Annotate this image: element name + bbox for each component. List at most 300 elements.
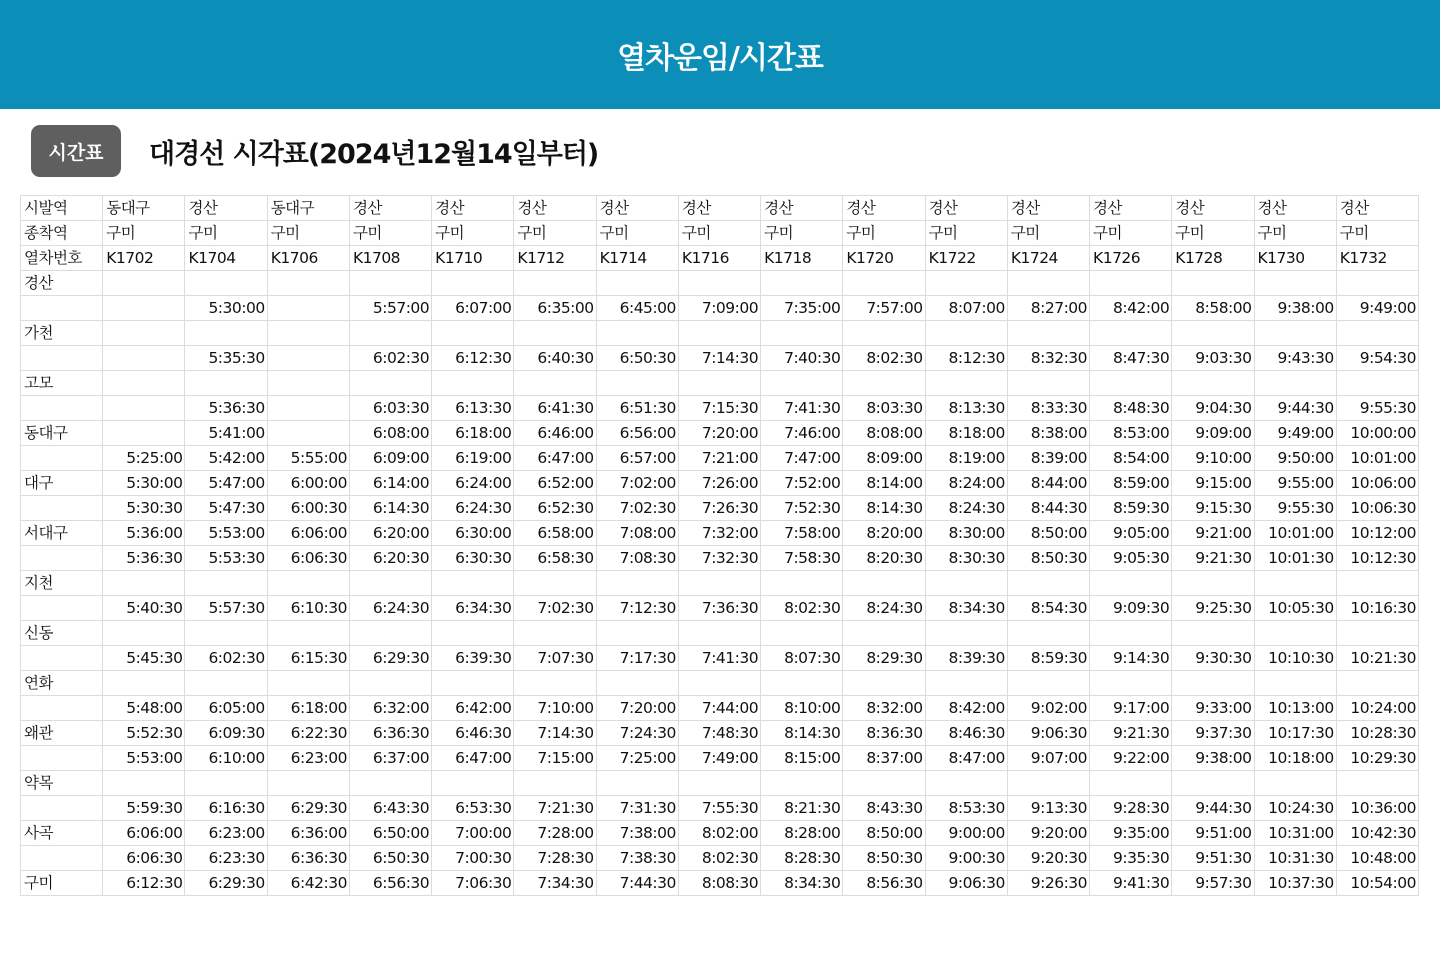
time-cell xyxy=(843,371,925,396)
time-cell xyxy=(432,371,514,396)
time-cell: 7:31:30 xyxy=(596,796,678,821)
table-row xyxy=(21,746,1419,771)
time-cell xyxy=(1172,621,1254,646)
table-row xyxy=(21,596,1419,621)
time-cell xyxy=(103,671,185,696)
time-cell: 9:21:30 xyxy=(1090,721,1172,746)
time-cell xyxy=(103,771,185,796)
time-cell: 7:26:00 xyxy=(678,471,760,496)
time-cell xyxy=(514,321,596,346)
time-cell: 5:59:30 xyxy=(103,796,185,821)
station-name: 서대구 xyxy=(21,521,103,546)
station-name xyxy=(21,596,103,621)
time-cell: 10:12:30 xyxy=(1336,546,1418,571)
time-cell: 9:55:30 xyxy=(1254,496,1336,521)
time-cell xyxy=(1007,771,1089,796)
time-cell: 5:53:00 xyxy=(185,521,267,546)
time-cell xyxy=(678,771,760,796)
header-cell: K1718 xyxy=(761,246,843,271)
time-cell: 7:36:30 xyxy=(678,596,760,621)
time-cell: 5:57:00 xyxy=(349,296,431,321)
time-cell xyxy=(678,271,760,296)
header-cell: 구미 xyxy=(432,221,514,246)
time-cell xyxy=(432,271,514,296)
time-cell xyxy=(185,671,267,696)
time-cell: 8:53:30 xyxy=(925,796,1007,821)
time-cell xyxy=(761,621,843,646)
header-cell: 경산 xyxy=(1336,196,1418,221)
time-cell: 8:02:30 xyxy=(843,346,925,371)
time-cell: 9:50:00 xyxy=(1254,446,1336,471)
station-name xyxy=(21,796,103,821)
time-cell: 9:55:30 xyxy=(1336,396,1418,421)
time-cell: 6:06:00 xyxy=(267,521,349,546)
title-row xyxy=(0,109,1440,193)
time-cell: 10:36:00 xyxy=(1336,796,1418,821)
time-cell: 6:52:00 xyxy=(514,471,596,496)
time-cell: 8:24:30 xyxy=(925,496,1007,521)
time-cell: 9:30:30 xyxy=(1172,646,1254,671)
time-cell: 9:51:30 xyxy=(1172,846,1254,871)
time-cell: 8:32:00 xyxy=(843,696,925,721)
time-cell: 6:43:30 xyxy=(349,796,431,821)
time-cell: 5:30:30 xyxy=(103,496,185,521)
time-cell: 5:30:00 xyxy=(103,471,185,496)
station-name xyxy=(21,746,103,771)
table-row xyxy=(21,296,1419,321)
time-cell: 8:53:00 xyxy=(1090,421,1172,446)
time-cell: 9:37:30 xyxy=(1172,721,1254,746)
time-cell: 7:00:00 xyxy=(432,821,514,846)
header-cell: 구미 xyxy=(843,221,925,246)
header-cell: 구미 xyxy=(1254,221,1336,246)
station-name: 구미 xyxy=(21,871,103,896)
time-cell xyxy=(267,571,349,596)
time-cell: 6:14:00 xyxy=(349,471,431,496)
time-cell: 8:32:30 xyxy=(1007,346,1089,371)
time-cell xyxy=(678,621,760,646)
time-cell: 6:58:30 xyxy=(514,546,596,571)
time-cell: 9:49:00 xyxy=(1254,421,1336,446)
time-cell: 5:40:30 xyxy=(103,596,185,621)
header-cell: 경산 xyxy=(678,196,760,221)
time-cell: 9:44:30 xyxy=(1254,396,1336,421)
time-cell: 8:02:30 xyxy=(678,846,760,871)
time-cell: 9:20:00 xyxy=(1007,821,1089,846)
time-cell: 9:49:00 xyxy=(1336,296,1418,321)
time-cell: 9:38:00 xyxy=(1254,296,1336,321)
time-cell: 10:31:30 xyxy=(1254,846,1336,871)
header-cell: 경산 xyxy=(761,196,843,221)
time-cell xyxy=(1007,671,1089,696)
time-cell: 10:16:30 xyxy=(1336,596,1418,621)
time-cell: 10:37:30 xyxy=(1254,871,1336,896)
time-cell: 8:59:30 xyxy=(1090,496,1172,521)
time-cell: 6:20:30 xyxy=(349,546,431,571)
time-cell xyxy=(596,371,678,396)
time-cell: 6:52:30 xyxy=(514,496,596,521)
time-cell: 6:35:00 xyxy=(514,296,596,321)
time-cell: 7:02:30 xyxy=(596,496,678,521)
time-cell: 5:35:30 xyxy=(185,346,267,371)
time-cell: 9:55:00 xyxy=(1254,471,1336,496)
table-row xyxy=(21,546,1419,571)
time-cell xyxy=(1007,271,1089,296)
row-label: 종착역 xyxy=(21,221,103,246)
time-cell: 9:05:30 xyxy=(1090,546,1172,571)
time-cell: 9:02:00 xyxy=(1007,696,1089,721)
time-cell xyxy=(1172,271,1254,296)
header-cell: 경산 xyxy=(843,196,925,221)
time-cell xyxy=(514,771,596,796)
time-cell: 6:12:30 xyxy=(103,871,185,896)
time-cell: 9:09:00 xyxy=(1172,421,1254,446)
time-cell xyxy=(185,371,267,396)
time-cell: 8:10:00 xyxy=(761,696,843,721)
time-cell: 8:24:00 xyxy=(925,471,1007,496)
time-cell: 10:18:00 xyxy=(1254,746,1336,771)
time-cell: 8:27:00 xyxy=(1007,296,1089,321)
time-cell: 5:55:00 xyxy=(267,446,349,471)
station-name xyxy=(21,496,103,521)
time-cell: 7:08:30 xyxy=(596,546,678,571)
time-cell xyxy=(185,271,267,296)
time-cell: 6:13:30 xyxy=(432,396,514,421)
time-cell: 6:39:30 xyxy=(432,646,514,671)
time-cell: 8:36:30 xyxy=(843,721,925,746)
header-cell: 동대구 xyxy=(103,196,185,221)
time-cell xyxy=(678,571,760,596)
time-cell: 7:21:00 xyxy=(678,446,760,471)
header-title: 열차운임/시간표 xyxy=(617,40,823,76)
time-cell: 9:06:30 xyxy=(925,871,1007,896)
time-cell xyxy=(1090,271,1172,296)
time-cell: 7:24:30 xyxy=(596,721,678,746)
time-cell: 9:10:00 xyxy=(1172,446,1254,471)
table-row xyxy=(21,821,1419,846)
time-cell xyxy=(432,771,514,796)
station-name: 신동 xyxy=(21,621,103,646)
time-cell: 8:08:30 xyxy=(678,871,760,896)
time-cell: 8:50:00 xyxy=(1007,521,1089,546)
time-cell xyxy=(1254,321,1336,346)
time-cell xyxy=(267,621,349,646)
time-cell xyxy=(1172,671,1254,696)
time-cell xyxy=(1172,371,1254,396)
header-cell: 구미 xyxy=(925,221,1007,246)
time-cell: 6:16:30 xyxy=(185,796,267,821)
time-cell: 6:15:30 xyxy=(267,646,349,671)
time-cell: 10:01:30 xyxy=(1254,546,1336,571)
header-cell: 구미 xyxy=(1336,221,1418,246)
header-cell: 경산 xyxy=(1172,196,1254,221)
time-cell: 8:38:00 xyxy=(1007,421,1089,446)
table-row xyxy=(21,846,1419,871)
header-cell: 경산 xyxy=(1254,196,1336,221)
time-cell: 8:09:00 xyxy=(843,446,925,471)
time-cell: 5:36:00 xyxy=(103,521,185,546)
time-cell: 5:36:30 xyxy=(103,546,185,571)
time-cell xyxy=(185,621,267,646)
time-cell: 7:52:00 xyxy=(761,471,843,496)
header-cell: K1716 xyxy=(678,246,760,271)
time-cell: 6:51:30 xyxy=(596,396,678,421)
time-cell xyxy=(843,321,925,346)
time-cell xyxy=(103,621,185,646)
time-cell: 6:20:00 xyxy=(349,521,431,546)
time-cell: 6:47:00 xyxy=(432,746,514,771)
time-cell: 6:29:30 xyxy=(185,871,267,896)
time-cell xyxy=(678,671,760,696)
time-cell: 8:20:00 xyxy=(843,521,925,546)
time-cell: 7:20:00 xyxy=(678,421,760,446)
time-cell: 6:36:30 xyxy=(349,721,431,746)
time-cell xyxy=(1007,321,1089,346)
time-cell: 8:59:00 xyxy=(1090,471,1172,496)
time-cell: 6:47:00 xyxy=(514,446,596,471)
time-cell: 6:03:30 xyxy=(349,396,431,421)
table-row xyxy=(21,396,1419,421)
time-cell xyxy=(1336,671,1418,696)
time-cell: 9:33:00 xyxy=(1172,696,1254,721)
station-name xyxy=(21,346,103,371)
header-cell: 동대구 xyxy=(267,196,349,221)
time-cell: 6:23:30 xyxy=(185,846,267,871)
time-cell xyxy=(349,371,431,396)
time-cell: 6:08:00 xyxy=(349,421,431,446)
header-cell: 구미 xyxy=(761,221,843,246)
table-row xyxy=(21,571,1419,596)
time-cell xyxy=(1336,621,1418,646)
time-cell: 5:47:30 xyxy=(185,496,267,521)
time-cell: 10:12:00 xyxy=(1336,521,1418,546)
time-cell: 6:42:00 xyxy=(432,696,514,721)
time-cell: 5:53:00 xyxy=(103,746,185,771)
time-cell: 9:57:30 xyxy=(1172,871,1254,896)
header-cell: K1722 xyxy=(925,246,1007,271)
time-cell xyxy=(267,296,349,321)
time-cell: 10:10:30 xyxy=(1254,646,1336,671)
time-cell: 7:26:30 xyxy=(678,496,760,521)
time-cell: 8:02:00 xyxy=(678,821,760,846)
station-name xyxy=(21,396,103,421)
time-cell xyxy=(925,371,1007,396)
time-cell: 9:28:30 xyxy=(1090,796,1172,821)
station-name: 경산 xyxy=(21,271,103,296)
time-cell: 8:24:30 xyxy=(843,596,925,621)
time-cell: 8:50:00 xyxy=(843,821,925,846)
time-cell xyxy=(761,771,843,796)
time-cell: 8:12:30 xyxy=(925,346,1007,371)
time-cell: 9:51:00 xyxy=(1172,821,1254,846)
time-cell: 7:28:00 xyxy=(514,821,596,846)
time-cell: 6:30:30 xyxy=(432,546,514,571)
time-cell xyxy=(1254,771,1336,796)
time-cell: 6:07:00 xyxy=(432,296,514,321)
time-cell: 7:12:30 xyxy=(596,596,678,621)
time-cell: 6:14:30 xyxy=(349,496,431,521)
time-cell xyxy=(761,571,843,596)
time-cell: 7:00:30 xyxy=(432,846,514,871)
time-cell xyxy=(843,771,925,796)
time-cell xyxy=(925,321,1007,346)
time-cell: 9:54:30 xyxy=(1336,346,1418,371)
header-cell: 구미 xyxy=(678,221,760,246)
time-cell xyxy=(103,571,185,596)
time-cell xyxy=(843,271,925,296)
time-cell: 9:35:30 xyxy=(1090,846,1172,871)
header-cell: K1706 xyxy=(267,246,349,271)
header-cell: K1710 xyxy=(432,246,514,271)
header-cell: 구미 xyxy=(185,221,267,246)
time-cell: 7:52:30 xyxy=(761,496,843,521)
table-row xyxy=(21,521,1419,546)
time-cell xyxy=(596,271,678,296)
time-cell xyxy=(1254,371,1336,396)
time-cell: 8:15:00 xyxy=(761,746,843,771)
table-row xyxy=(21,471,1419,496)
time-cell xyxy=(1007,371,1089,396)
time-cell: 6:00:00 xyxy=(267,471,349,496)
time-cell: 8:54:00 xyxy=(1090,446,1172,471)
time-cell: 5:48:00 xyxy=(103,696,185,721)
time-cell xyxy=(761,671,843,696)
time-cell xyxy=(103,321,185,346)
time-cell: 6:50:30 xyxy=(349,846,431,871)
time-cell: 10:01:00 xyxy=(1254,521,1336,546)
time-cell: 6:06:00 xyxy=(103,821,185,846)
time-cell: 6:02:30 xyxy=(185,646,267,671)
station-name: 동대구 xyxy=(21,421,103,446)
time-cell: 6:24:30 xyxy=(432,496,514,521)
time-cell: 10:31:00 xyxy=(1254,821,1336,846)
time-cell: 10:54:00 xyxy=(1336,871,1418,896)
time-cell: 8:58:00 xyxy=(1172,296,1254,321)
time-cell: 6:24:30 xyxy=(349,596,431,621)
header-cell: K1704 xyxy=(185,246,267,271)
time-cell: 8:44:00 xyxy=(1007,471,1089,496)
time-cell: 9:15:30 xyxy=(1172,496,1254,521)
time-cell xyxy=(103,271,185,296)
header-cell: 구미 xyxy=(267,221,349,246)
time-cell: 6:09:00 xyxy=(349,446,431,471)
time-cell xyxy=(596,621,678,646)
time-cell xyxy=(1336,571,1418,596)
time-cell: 8:44:30 xyxy=(1007,496,1089,521)
time-cell xyxy=(267,271,349,296)
time-cell: 10:06:00 xyxy=(1336,471,1418,496)
time-cell: 8:43:30 xyxy=(843,796,925,821)
time-cell xyxy=(349,321,431,346)
header-cell: 경산 xyxy=(925,196,1007,221)
table-row xyxy=(21,646,1419,671)
time-cell xyxy=(185,571,267,596)
header-cell: 경산 xyxy=(349,196,431,221)
header-cell: 경산 xyxy=(1007,196,1089,221)
header-cell: 구미 xyxy=(1007,221,1089,246)
time-cell: 5:41:00 xyxy=(185,421,267,446)
time-cell: 10:21:30 xyxy=(1336,646,1418,671)
time-cell: 8:18:00 xyxy=(925,421,1007,446)
time-cell xyxy=(514,271,596,296)
time-cell xyxy=(1254,271,1336,296)
time-cell: 9:09:30 xyxy=(1090,596,1172,621)
time-cell: 7:55:30 xyxy=(678,796,760,821)
time-cell: 8:50:30 xyxy=(1007,546,1089,571)
header-cell: K1728 xyxy=(1172,246,1254,271)
time-cell xyxy=(596,321,678,346)
time-cell: 8:42:00 xyxy=(1090,296,1172,321)
time-cell: 6:06:30 xyxy=(103,846,185,871)
time-cell: 7:32:00 xyxy=(678,521,760,546)
time-cell: 5:42:00 xyxy=(185,446,267,471)
time-cell xyxy=(432,621,514,646)
table-row xyxy=(21,271,1419,296)
time-cell: 6:40:30 xyxy=(514,346,596,371)
time-cell: 6:57:00 xyxy=(596,446,678,471)
time-cell: 6:56:30 xyxy=(349,871,431,896)
table-row xyxy=(21,796,1419,821)
time-cell: 7:44:00 xyxy=(678,696,760,721)
time-cell: 6:10:00 xyxy=(185,746,267,771)
time-cell xyxy=(1336,321,1418,346)
table-row xyxy=(21,696,1419,721)
time-cell: 6:29:30 xyxy=(267,796,349,821)
time-cell xyxy=(1090,621,1172,646)
time-cell: 6:24:00 xyxy=(432,471,514,496)
time-cell xyxy=(267,771,349,796)
time-cell: 7:09:00 xyxy=(678,296,760,321)
time-cell: 5:25:00 xyxy=(103,446,185,471)
time-cell: 7:46:00 xyxy=(761,421,843,446)
station-name: 지천 xyxy=(21,571,103,596)
time-cell: 8:29:30 xyxy=(843,646,925,671)
table-row xyxy=(21,371,1419,396)
time-cell: 8:39:00 xyxy=(1007,446,1089,471)
time-cell xyxy=(267,421,349,446)
time-cell: 10:48:00 xyxy=(1336,846,1418,871)
time-cell xyxy=(514,371,596,396)
time-cell: 9:25:30 xyxy=(1172,596,1254,621)
time-cell xyxy=(925,671,1007,696)
time-cell: 10:29:30 xyxy=(1336,746,1418,771)
time-cell: 8:48:30 xyxy=(1090,396,1172,421)
time-cell xyxy=(678,371,760,396)
time-cell: 7:17:30 xyxy=(596,646,678,671)
time-cell: 9:21:30 xyxy=(1172,546,1254,571)
time-cell: 6:19:00 xyxy=(432,446,514,471)
time-cell xyxy=(103,396,185,421)
train-number-row xyxy=(21,246,1419,271)
station-name: 사곡 xyxy=(21,821,103,846)
time-cell: 8:14:30 xyxy=(761,721,843,746)
time-cell: 9:26:30 xyxy=(1007,871,1089,896)
time-cell xyxy=(1172,321,1254,346)
time-cell: 8:21:30 xyxy=(761,796,843,821)
time-cell xyxy=(349,671,431,696)
time-cell: 6:23:00 xyxy=(185,821,267,846)
time-cell: 6:12:30 xyxy=(432,346,514,371)
header-cell: K1726 xyxy=(1090,246,1172,271)
time-cell: 6:22:30 xyxy=(267,721,349,746)
time-cell: 6:36:00 xyxy=(267,821,349,846)
time-cell xyxy=(596,671,678,696)
time-cell: 5:52:30 xyxy=(103,721,185,746)
time-cell xyxy=(103,421,185,446)
time-cell: 6:23:00 xyxy=(267,746,349,771)
time-cell xyxy=(678,321,760,346)
table-row xyxy=(21,496,1419,521)
